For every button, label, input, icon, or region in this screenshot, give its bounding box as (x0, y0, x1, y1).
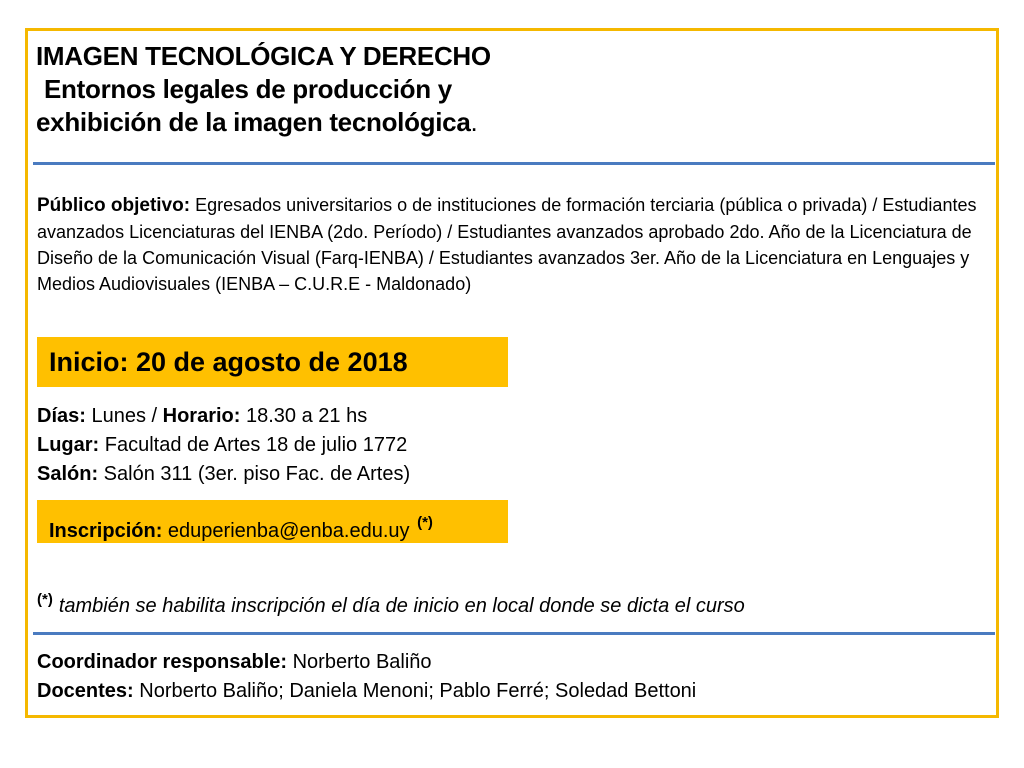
title-line-3-text: exhibición de la imagen tecnológica (36, 107, 471, 137)
top-divider (33, 162, 995, 165)
audience-label: Público objetivo: (37, 195, 191, 216)
start-date-highlight (37, 337, 508, 387)
target-audience (37, 192, 987, 297)
teachers-row (37, 677, 696, 706)
start-date-label: Inicio: 20 de agosto de 2018 (49, 347, 408, 377)
title-period: . (470, 107, 478, 137)
room-value: Salón 311 (3er. piso Fac. de Artes) (98, 463, 411, 485)
registration-highlight (37, 500, 508, 543)
schedule-details (37, 402, 410, 489)
schedule-row-room (37, 460, 410, 489)
footnote (37, 585, 745, 621)
course-title (36, 40, 491, 139)
coordinator-value: Norberto Baliño (287, 651, 432, 673)
days-label: Días: (37, 405, 86, 427)
registration-label: Inscripción: (49, 520, 163, 542)
teachers-label: Docentes: (37, 680, 134, 702)
audience-text: Egresados universitarios o de instituciones de formación terciaria (pública o privada) / Estudiantes avanzados Licenciaturas del IENBA (2do. Período) / Estudiantes avanzados aprobado 2do. Año de la Licenciatura de Diseño de la Comunicación Visual (Farq-IENBA) / Estudiantes avanzados 3er. Año de la Licenciatura en Lenguajes y Medios Audiovisuales (IENBA – C.U.R.E - Maldonado) (37, 195, 977, 294)
registration-email[interactable]: eduperienba@enba.edu.uy (162, 520, 416, 542)
title-line-2: Entornos legales de producción y (44, 74, 452, 104)
bottom-divider (33, 632, 995, 635)
coordinator-label: Coordinador responsable: (37, 651, 288, 673)
footnote-mark: (*) (37, 591, 53, 608)
days-value: Lunes / (85, 405, 163, 427)
registration-line (49, 508, 433, 546)
footnote-text: también se habilita inscripción el día de inicio en local donde se dicta el curso (58, 595, 745, 617)
hours-value: 18.30 a 21 hs (240, 405, 368, 427)
place-label: Lugar: (37, 434, 100, 456)
course-credits (37, 648, 696, 706)
room-label: Salón: (37, 463, 99, 485)
registration-footnote-mark: (*) (417, 514, 433, 531)
hours-label: Horario: (162, 405, 241, 427)
title-line-1: IMAGEN TECNOLÓGICA Y DERECHO (36, 41, 491, 71)
schedule-row-place (37, 431, 410, 460)
schedule-row-days (37, 402, 410, 431)
place-value: Facultad de Artes 18 de julio 1772 (99, 434, 408, 456)
coordinator-row (37, 648, 696, 677)
teachers-value: Norberto Baliño; Daniela Menoni; Pablo Ferré; Soledad Bettoni (133, 680, 697, 702)
title-line-3 (36, 106, 491, 139)
